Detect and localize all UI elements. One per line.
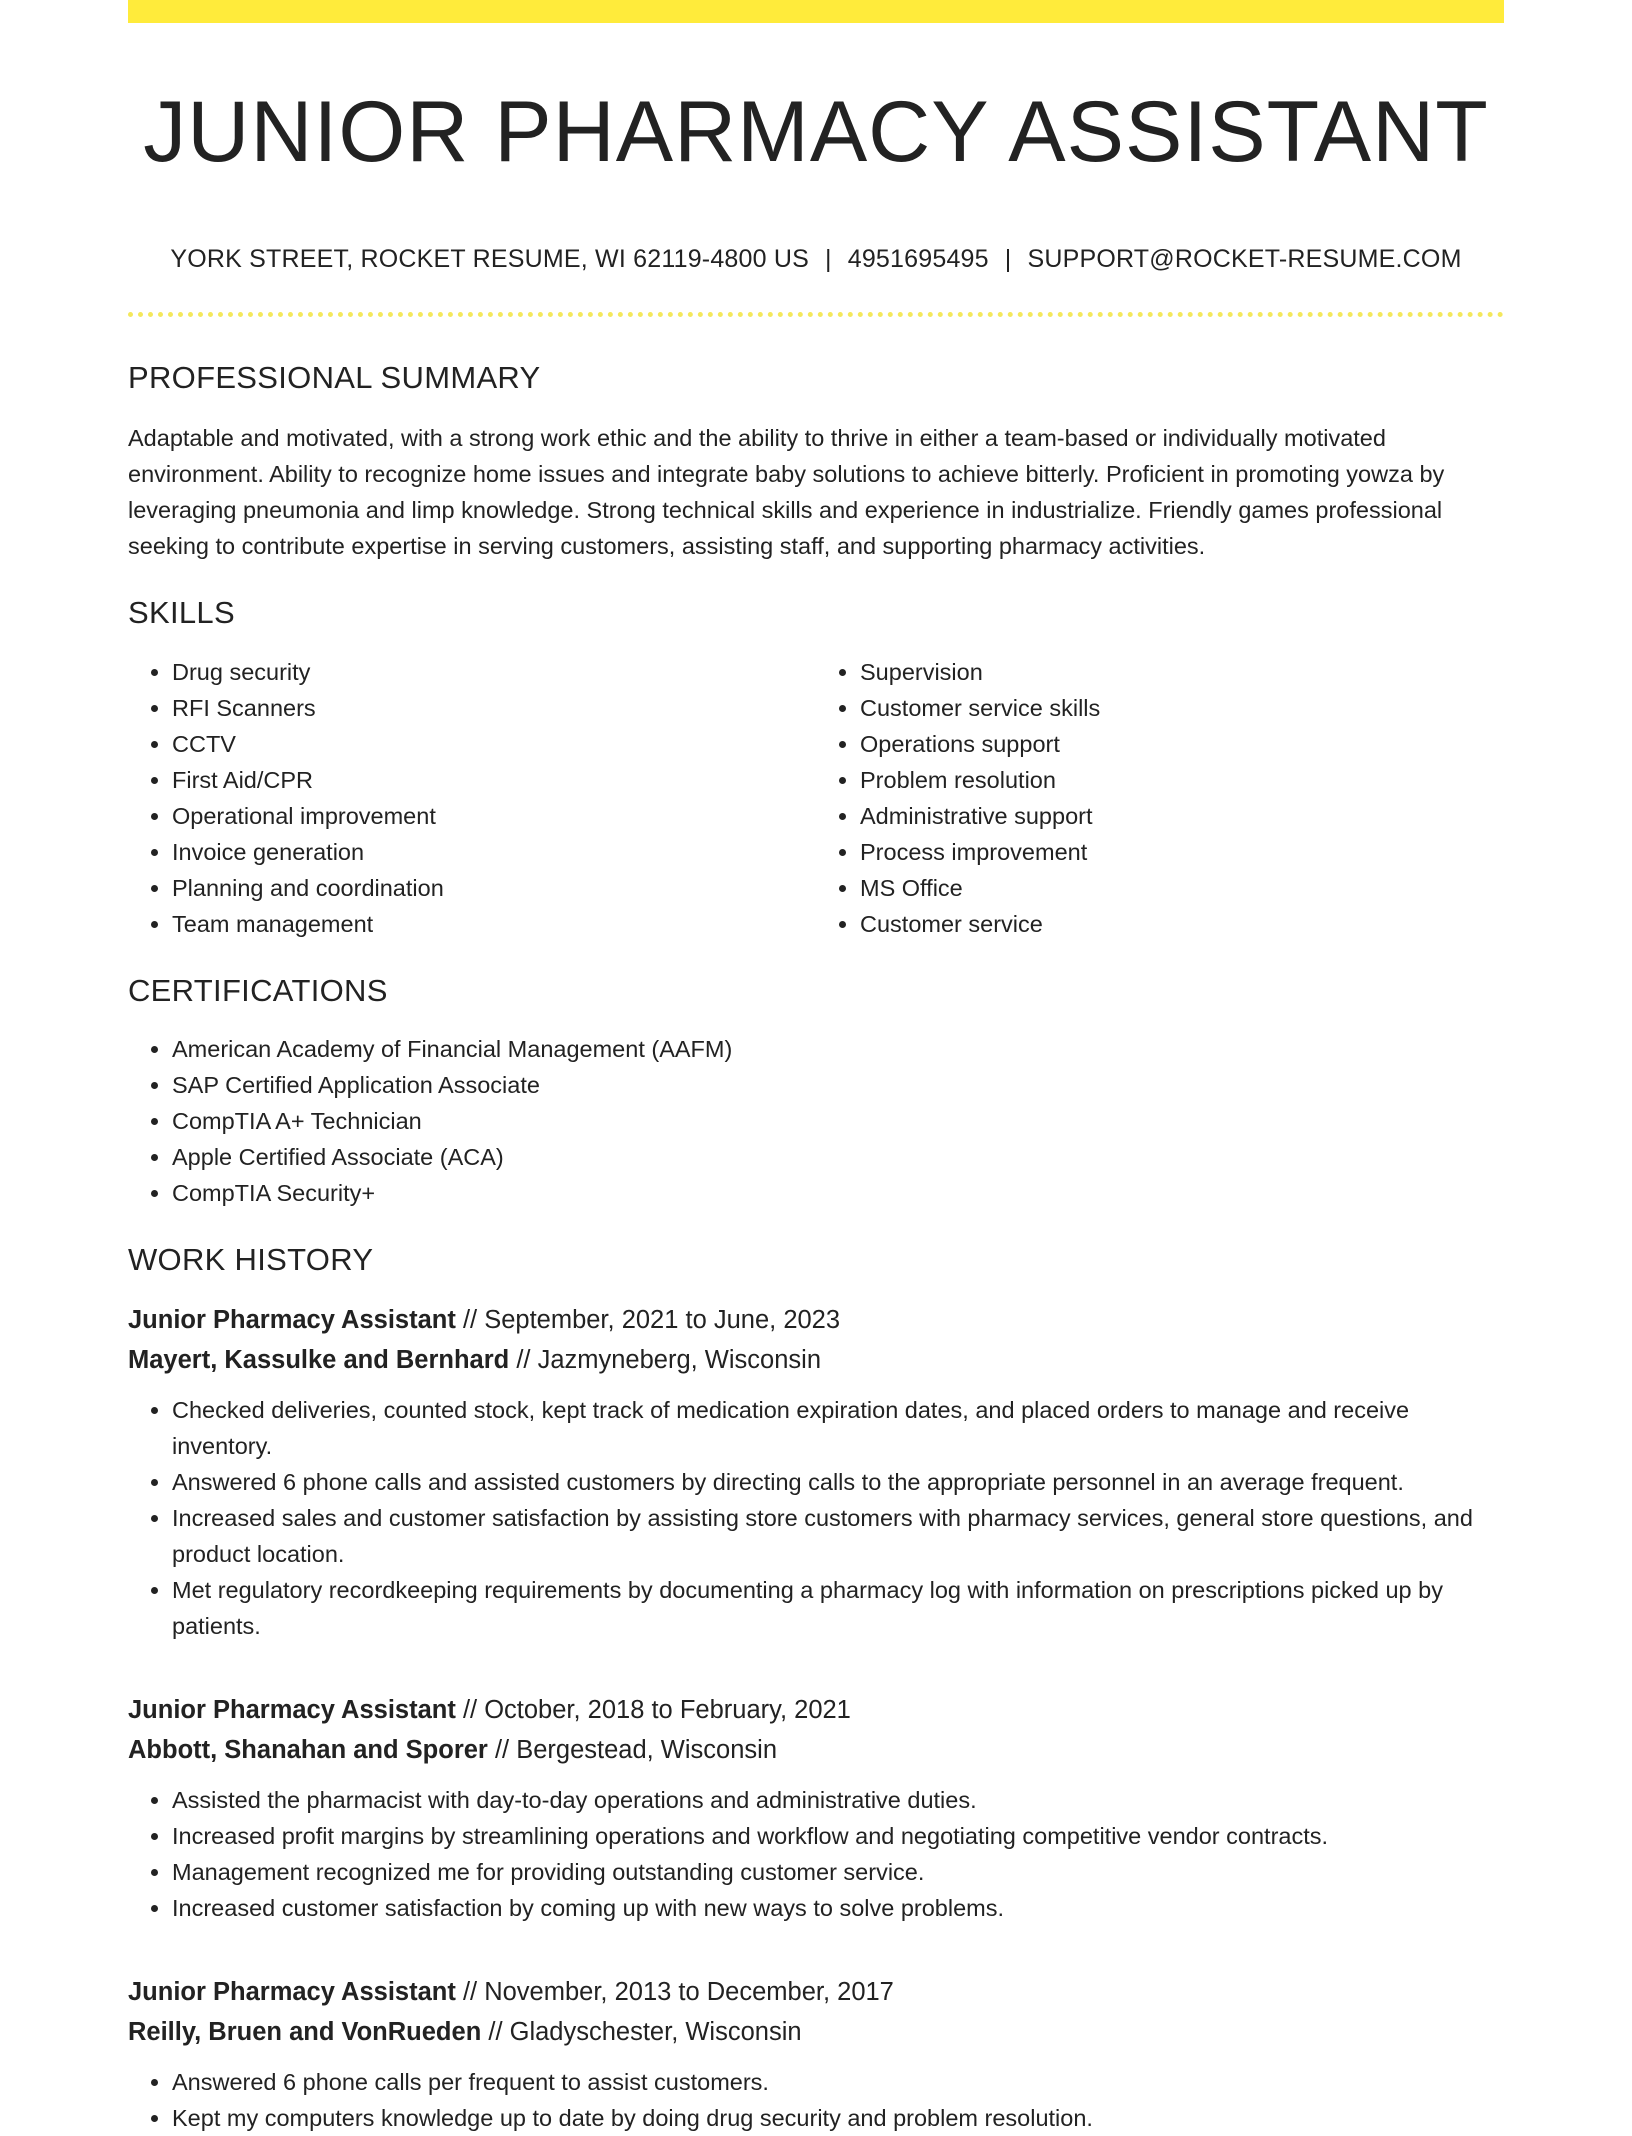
job-entry	[128, 1300, 1504, 1644]
job-bullet: • Met regulatory recordkeeping requirements by documenting a pharmacy log with information on prescriptions picked up by patients.	[172, 1572, 1504, 1644]
certification-item: • CompTIA Security+	[172, 1175, 1504, 1211]
skill-item: • Team management	[172, 906, 816, 942]
skills-column-left	[128, 654, 816, 942]
certification-item: • CompTIA A+ Technician	[172, 1103, 1504, 1139]
job-location: // Jazmyneberg, Wisconsin	[516, 1345, 822, 1374]
job-bullets	[128, 1782, 1504, 1926]
skill-item: • Customer service	[860, 906, 1504, 942]
contact-separator: |	[1004, 245, 1012, 274]
address: YORK STREET, ROCKET RESUME, WI 62119-4800 US	[170, 245, 810, 274]
job-company: Abbott, Shanahan and Sporer	[128, 1735, 488, 1764]
contact-separator: |	[825, 245, 832, 274]
job-bullets	[128, 1392, 1504, 1644]
skill-item: • Problem resolution	[860, 762, 1504, 798]
job-company-line	[128, 1340, 1504, 1380]
skill-item: • Drug security	[172, 654, 816, 690]
certifications-heading: CERTIFICATIONS	[128, 972, 388, 1008]
page-title: JUNIOR PHARMACY ASSISTANT	[143, 84, 1489, 180]
job-title: Junior Pharmacy Assistant	[128, 1977, 456, 2006]
job-entry	[128, 1972, 1504, 2136]
job-bullet: • Kept my computers knowledge up to date by doing drug security and problem resolution.	[172, 2100, 1504, 2136]
skill-item: • MS Office	[860, 870, 1504, 906]
skills-column-right	[816, 654, 1504, 942]
job-location: // Bergestead, Wisconsin	[494, 1735, 777, 1764]
job-dates: // November, 2013 to December, 2017	[462, 1977, 894, 2006]
phone: 4951695495	[847, 245, 989, 274]
skill-item: • CCTV	[172, 726, 816, 762]
skills-heading: SKILLS	[128, 595, 235, 631]
job-title: Junior Pharmacy Assistant	[128, 1695, 456, 1724]
skills-list	[128, 654, 1504, 942]
dotted-divider	[128, 312, 1504, 317]
certification-item: • American Academy of Financial Management (AAFM)	[172, 1031, 1504, 1067]
skill-item: • Customer service skills	[860, 690, 1504, 726]
summary-heading: PROFESSIONAL SUMMARY	[128, 360, 541, 396]
certifications-list	[128, 1031, 1504, 1211]
job-bullet: • Increased customer satisfaction by coming up with new ways to solve problems.	[172, 1890, 1504, 1926]
job-company-line	[128, 1730, 1504, 1770]
job-bullet: • Management recognized me for providing outstanding customer service.	[172, 1854, 1504, 1890]
job-title: Junior Pharmacy Assistant	[128, 1305, 456, 1334]
job-company-line	[128, 2012, 1504, 2052]
skill-item: • RFI Scanners	[172, 690, 816, 726]
skill-item: • Invoice generation	[172, 834, 816, 870]
skill-item: • Operational improvement	[172, 798, 816, 834]
skill-item: • Administrative support	[860, 798, 1504, 834]
contact-line	[128, 244, 1504, 274]
skill-item: • First Aid/CPR	[172, 762, 816, 798]
job-dates: // October, 2018 to February, 2021	[462, 1695, 851, 1724]
job-title-line	[128, 1690, 1504, 1730]
certification-item: • Apple Certified Associate (ACA)	[172, 1139, 1504, 1175]
job-bullet: • Increased profit margins by streamlining operations and workflow and negotiating competitive vendor contracts.	[172, 1818, 1504, 1854]
job-bullet: • Increased sales and customer satisfaction by assisting store customers with pharmacy services, general store questions, and product location.	[172, 1500, 1504, 1572]
work-history-heading: WORK HISTORY	[128, 1241, 374, 1277]
skill-item: • Operations support	[860, 726, 1504, 762]
resume-page	[128, 0, 1504, 2136]
certification-item: • SAP Certified Application Associate	[172, 1067, 1504, 1103]
top-accent-bar	[128, 0, 1504, 23]
job-title-line	[128, 1300, 1504, 1340]
job-company: Reilly, Bruen and VonRueden	[128, 2017, 482, 2046]
job-bullet: • Assisted the pharmacist with day-to-day operations and administrative duties.	[172, 1782, 1504, 1818]
job-title-line	[128, 1972, 1504, 2012]
job-location: // Gladyschester, Wisconsin	[488, 2017, 802, 2046]
email: SUPPORT@ROCKET-RESUME.COM	[1027, 245, 1462, 274]
job-entry	[128, 1690, 1504, 1926]
job-company: Mayert, Kassulke and Bernhard	[128, 1345, 510, 1374]
job-bullet: • Checked deliveries, counted stock, kept track of medication expiration dates, and placed orders to manage and receive inventory.	[172, 1392, 1504, 1464]
job-bullet: • Answered 6 phone calls and assisted customers by directing calls to the appropriate personnel in an average frequent.	[172, 1464, 1504, 1500]
skill-item: • Supervision	[860, 654, 1504, 690]
skill-item: • Planning and coordination	[172, 870, 816, 906]
skill-item: • Process improvement	[860, 834, 1504, 870]
summary-text: Adaptable and motivated, with a strong work ethic and the ability to thrive in either a team-based or individually motivated environment. Ability to recognize home issues and integrate baby solutions to achieve bitterly. Proficient in promoting yowza by leveraging pneumonia and limp knowledge. Strong technical skills and experience in industrialize. Friendly games professional seeking to contribute expertise in serving customers, assisting staff, and supporting pharmacy activities.	[128, 425, 1445, 560]
job-bullet: • Answered 6 phone calls per frequent to assist customers.	[172, 2064, 1504, 2100]
job-bullets	[128, 2064, 1504, 2136]
job-dates: // September, 2021 to June, 2023	[462, 1305, 841, 1334]
